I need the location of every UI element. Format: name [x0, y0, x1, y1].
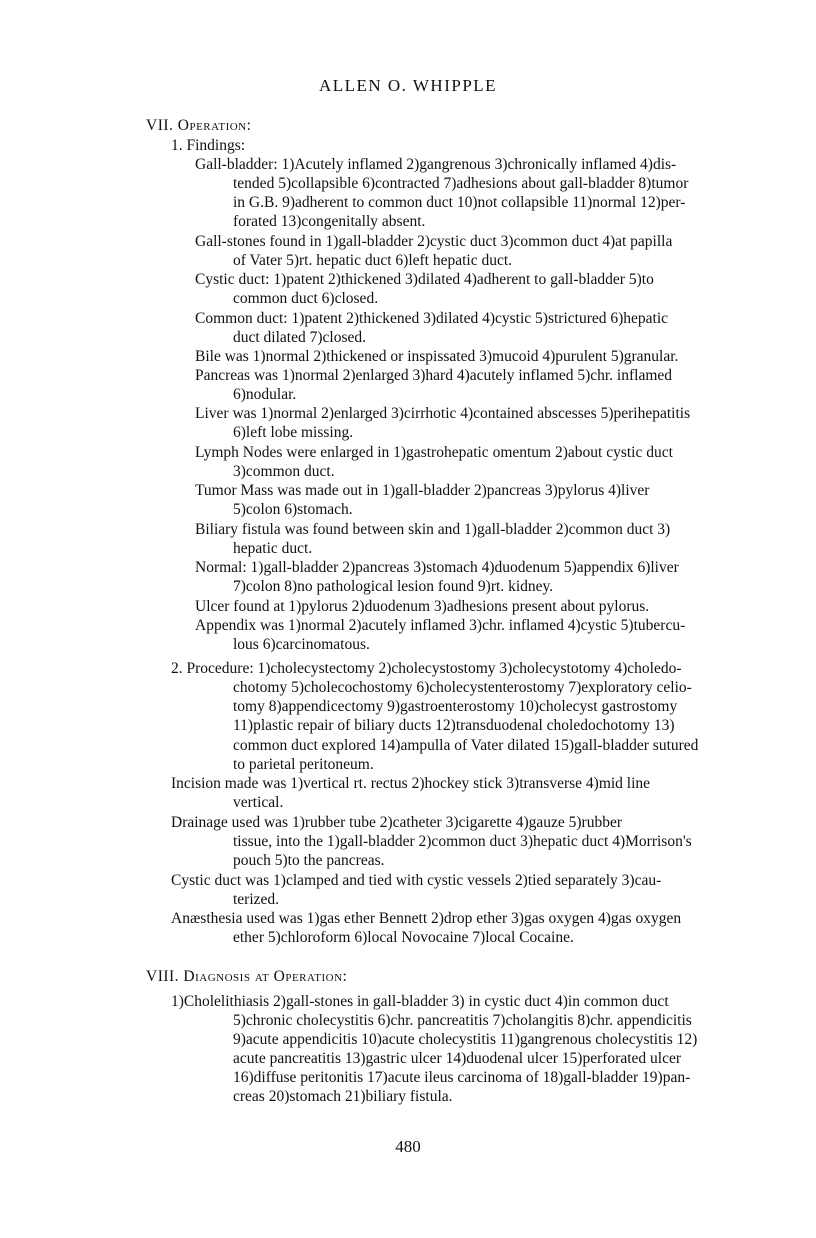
findings-line: Gall-stones found in 1)gall-bladder 2)cystic duct 3)common duct 4)at papilla [195, 233, 673, 250]
findings-line: duct dilated 7)closed. [233, 329, 366, 346]
diagnosis-line: 16)diffuse peritonitis 17)acute ileus carcinoma of 18)gall-bladder 19)pan- [233, 1069, 691, 1086]
procedure-line: ether 5)chloroform 6)local Novocaine 7)local Cocaine. [233, 929, 574, 946]
findings-line: Biliary fistula was found between skin and 1)gall-bladder 2)common duct 3) [195, 521, 671, 538]
findings-line: Bile was 1)normal 2)thickened or inspissated 3)mucoid 4)purulent 5)granular. [195, 348, 679, 365]
diagnosis-line: 1)Cholelithiasis 2)gall-stones in gall-bladder 3) in cystic duct 4)in common duct [171, 993, 669, 1010]
procedure-line: to parietal peritoneum. [233, 756, 374, 773]
procedure-line: Incision made was 1)vertical rt. rectus 2)hockey stick 3)transverse 4)mid line [171, 775, 651, 792]
findings-line: lous 6)carcinomatous. [233, 636, 370, 653]
procedure-line: pouch 5)to the pancreas. [233, 852, 385, 869]
procedure-line: 11)plastic repair of biliary ducts 12)transduodenal choledochotomy 13) [233, 717, 675, 734]
findings-line: hepatic duct. [233, 540, 313, 557]
procedure-line: Cystic duct was 1)clamped and tied with cystic vessels 2)tied separately 3)cau- [171, 872, 662, 889]
findings-line: common duct 6)closed. [233, 290, 379, 307]
findings-line: Normal: 1)gall-bladder 2)pancreas 3)stomach 4)duodenum 5)appendix 6)liver [195, 559, 679, 576]
findings-line: 7)colon 8)no pathological lesion found 9)rt. kidney. [233, 578, 554, 595]
page-number: 480 [395, 1137, 421, 1156]
findings-line: 6)left lobe missing. [233, 424, 354, 441]
findings-line: Ulcer found at 1)pylorus 2)duodenum 3)adhesions present about pylorus. [195, 598, 650, 615]
procedure-line: tomy 8)appendicectomy 9)gastroenterostomy 10)cholecyst gastrostomy [233, 698, 678, 715]
section-title-operation: VII. Operation: [146, 117, 252, 134]
diagnosis-line: 9)acute appendicitis 10)acute cholecystitis 11)gangrenous cholecystitis 12) [233, 1031, 698, 1048]
findings-line: in G.B. 9)adherent to common duct 10)not collapsible 11)normal 12)per- [233, 194, 686, 211]
diagnosis-line: acute pancreatitis 13)gastric ulcer 14)duodenal ulcer 15)perforated ulcer [233, 1050, 681, 1067]
running-header: ALLEN O. WHIPPLE [318, 76, 498, 95]
section-title-diagnosis: VIII. Diagnosis at Operation: [146, 968, 348, 985]
findings-line: 6)nodular. [233, 386, 297, 403]
procedure-line: 2. Procedure: 1)cholecystectomy 2)cholecystostomy 3)cholecystotomy 4)choledo- [171, 660, 682, 677]
diagnosis-line: creas 20)stomach 21)biliary fistula. [233, 1088, 453, 1105]
findings-line: 3)common duct. [233, 463, 335, 480]
findings-line: 5)colon 6)stomach. [233, 501, 353, 518]
findings-line: forated 13)congenitally absent. [233, 213, 426, 230]
findings-line: Gall-bladder: 1)Acutely inflamed 2)gangrenous 3)chronically inflamed 4)dis- [195, 156, 677, 173]
procedure-line: Drainage used was 1)rubber tube 2)catheter 3)cigarette 4)gauze 5)rubber [171, 814, 622, 831]
procedure-line: tissue, into the 1)gall-bladder 2)common duct 3)hepatic duct 4)Morrison's [233, 833, 692, 850]
findings-line: Tumor Mass was made out in 1)gall-bladder 2)pancreas 3)pylorus 4)liver [195, 482, 650, 499]
findings-line: Pancreas was 1)normal 2)enlarged 3)hard 4)acutely inflamed 5)chr. inflamed [195, 367, 673, 384]
findings-line: of Vater 5)rt. hepatic duct 6)left hepatic duct. [233, 252, 513, 269]
diagnosis-line: 5)chronic cholecystitis 6)chr. pancreatitis 7)cholangitis 8)chr. appendicitis [233, 1012, 692, 1029]
procedure-line: chotomy 5)cholecochostomy 6)cholecystenterostomy 7)exploratory celio- [233, 679, 692, 696]
procedure-line: Anæsthesia used was 1)gas ether Bennett 2)drop ether 3)gas oxygen 4)gas oxygen [171, 910, 682, 927]
findings-line: Liver was 1)normal 2)enlarged 3)cirrhotic 4)contained abscesses 5)perihepatitis [195, 405, 691, 422]
procedure-line: common duct explored 14)ampulla of Vater dilated 15)gall-bladder sutured [233, 737, 699, 754]
findings-line: Common duct: 1)patent 2)thickened 3)dilated 4)cystic 5)strictured 6)hepatic [195, 310, 669, 327]
findings-line: Lymph Nodes were enlarged in 1)gastrohepatic omentum 2)about cystic duct [195, 444, 673, 461]
findings-line: tended 5)collapsible 6)contracted 7)adhesions about gall-bladder 8)tumor [233, 175, 689, 192]
findings-line: Cystic duct: 1)patent 2)thickened 3)dilated 4)adherent to gall-bladder 5)to [195, 271, 654, 288]
procedure-line: vertical. [233, 794, 284, 811]
findings-line: Appendix was 1)normal 2)acutely inflamed 3)chr. inflamed 4)cystic 5)tubercu- [195, 617, 686, 634]
procedure-line: terized. [233, 891, 280, 908]
subsection-title-findings: 1. Findings: [171, 137, 246, 154]
